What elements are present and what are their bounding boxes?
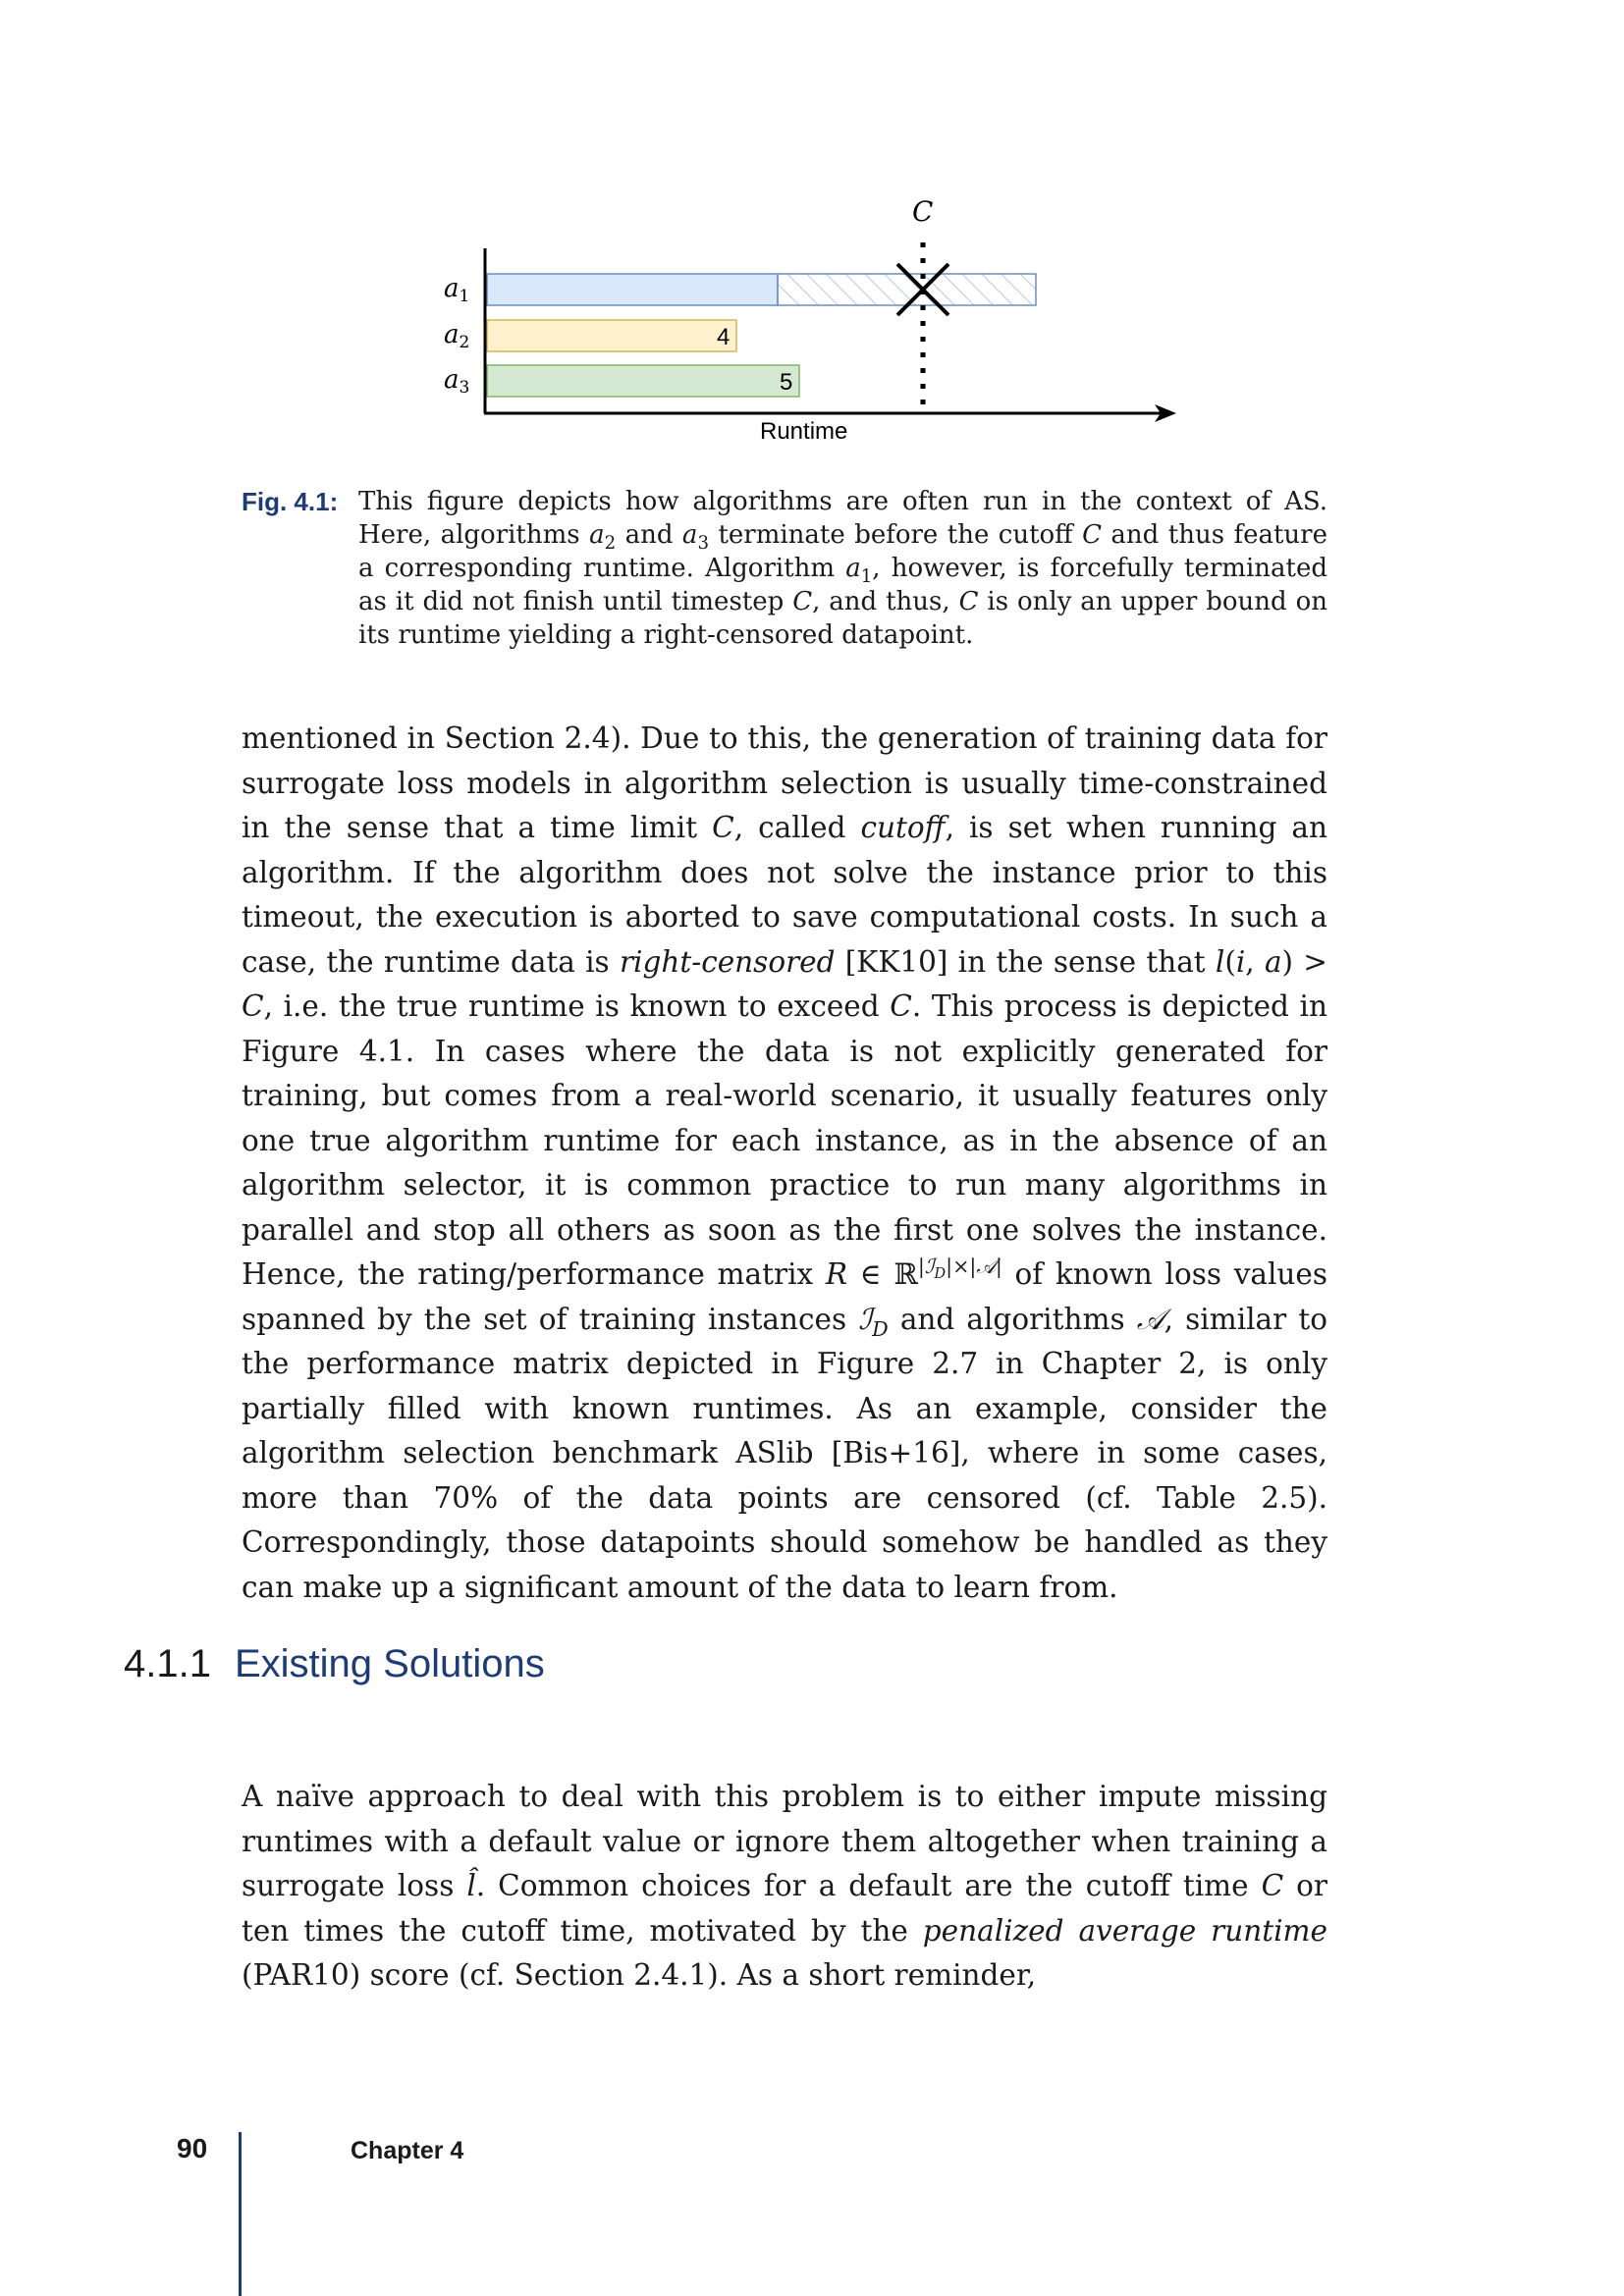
row-label-a1: a1 xyxy=(444,274,470,306)
section-number: 4.1.1 xyxy=(124,1642,211,1685)
x-axis-label: Runtime xyxy=(760,418,848,445)
section-heading xyxy=(124,1642,545,1686)
footer-rule xyxy=(239,2132,242,2296)
figure-4-1 xyxy=(412,191,1198,456)
caption-label: Fig. 4.1: xyxy=(242,487,339,516)
row-label-a2: a2 xyxy=(444,320,470,352)
cutoff-label: C xyxy=(912,195,934,228)
row-label-a3: a3 xyxy=(444,365,470,398)
figure-caption xyxy=(242,485,1327,652)
chapter-label: Chapter 4 xyxy=(351,2137,464,2164)
bar-a2 xyxy=(487,320,736,351)
bar-a1 xyxy=(487,274,778,305)
body-paragraph-1: mentioned in Section 2.4). Due to this, the generation of training data for surrogate loss models in algorithm selection is usually time-constrained in the sense that a time limit C, called cutoff, is set when running an algorithm. If the algorithm does not solve the instance prior to this timeout, the execution is aborted to save computational costs. In such a case, the runtime data is right-censored [KK10] in the sense that l(i, a) > C, i.e. the true runtime is known to exceed C. This process is depicted in Figure 4.1. In cases where the data is not explicitly generated for training, but comes from a real-world scenario, it usually features only one true algorithm runtime for each instance, as in the absence of an algorithm selector, it is common practice to run many algorithms in parallel and stop all others as soon as the first one solves the instance. Hence, the rating/performance matrix R ∈ ℝ$^{|ℐ_D|\times|𝒜|}$ of known loss values spanned by the set of training instances ℐ$_D$ and algorithms 𝒜, similar to the performance matrix depicted in Figure 2.7 in Chapter 2, is only partially filled with known runtimes. As an example, consider the algorithm selection benchmark ASlib [Bis+16], where in some cases, more than 70% of the data points are censored (cf. Table 2.5). Correspondingly, those datapoints should somehow be handled as they can make up a significant amount of the data to learn from. xyxy=(242,721,1328,1604)
runtime-label-a3: 5 xyxy=(780,369,793,396)
bar-a1-censored xyxy=(778,274,1036,305)
caption-text: This figure depicts how algorithms are often run in the context of AS. Here, algorithms $a_2$ and $a_3$ terminate before the cutoff C and thus feature a corresponding runtime. Algorithm $a_1$, however, is forcefully terminated as it did not finish until timestep C, and thus, C is only an upper bound on its runtime yielding a right-censored datapoint. xyxy=(358,487,1327,650)
bar-a3 xyxy=(487,365,799,397)
runtime-label-a2: 4 xyxy=(717,324,731,350)
body-paragraph-2: A naïve approach to deal with this problem is to either impute missing runtimes with a default value or ignore them altogether when training a surrogate loss l̂. Common choices for a default are the cutoff time C or ten times the cutoff time, motivated by the penalized average runtime (PAR10) score (cf. Section 2.4.1). As a short reminder, xyxy=(242,1780,1327,1992)
page-number: 90 xyxy=(177,2133,208,2163)
section-title: Existing Solutions xyxy=(234,1642,545,1685)
